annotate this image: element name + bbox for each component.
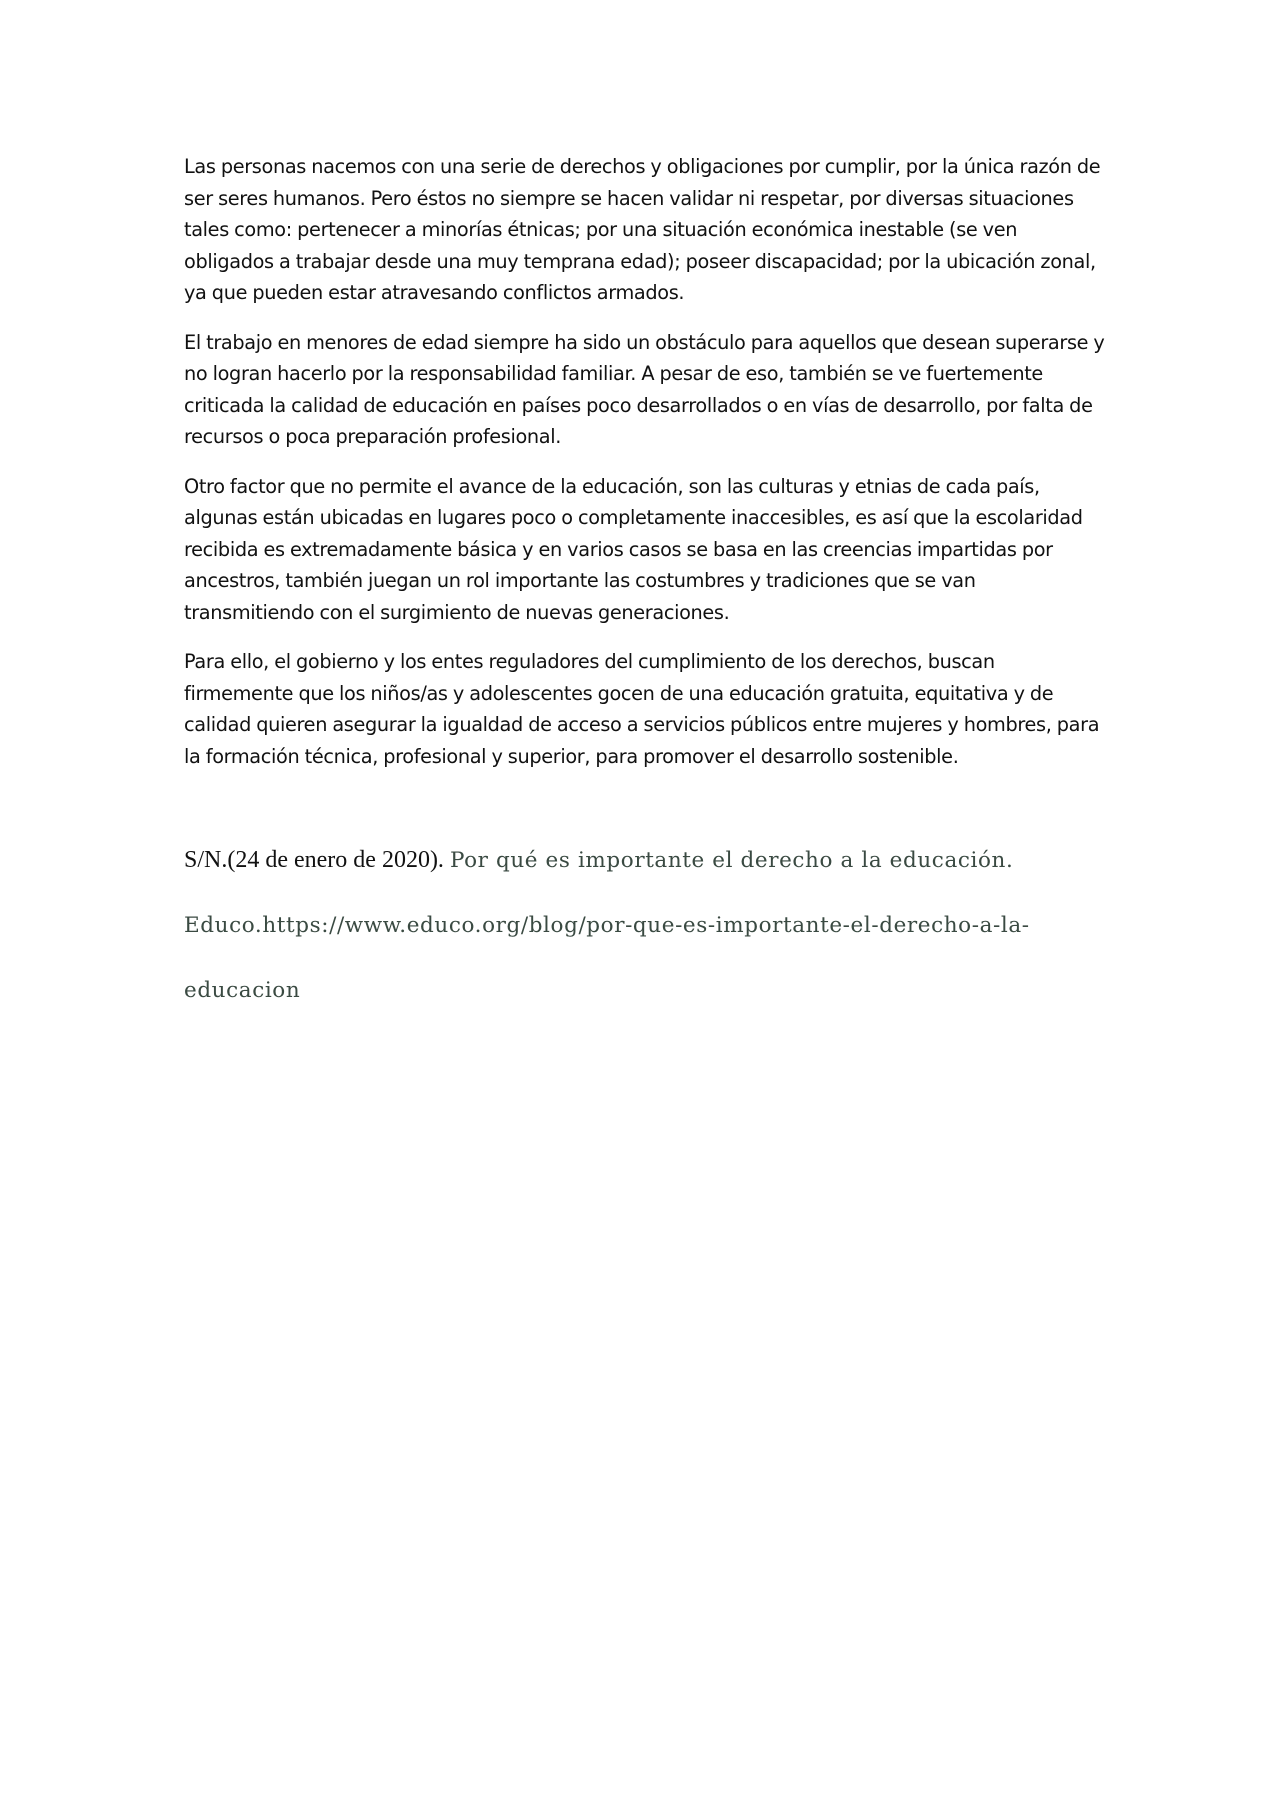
reference-title: Por qué es importante el derecho a la educación. <box>449 848 1014 873</box>
paragraph-1: Las personas nacemos con una serie de derechos y obligaciones por cumplir, por la única razón de ser seres humanos. Pero éstos no siempre se hacen validar ni respetar, por diversas situaciones tales como: pertenecer a minorías étnicas; por una situación económica inestable (se ven obligados a trabajar desde una muy temprana edad); poseer discapacidad; por la ubicación zonal, ya que pueden estar atravesando conflictos armados. <box>184 155 1101 304</box>
reference-line-1 <box>184 828 1109 893</box>
reference-source-url: Educo.https://www.educo.org/blog/por-que-es-importante-el-derecho-a-la- <box>184 913 1030 938</box>
paragraph-4: Para ello, el gobierno y los entes reguladores del cumplimiento de los derechos, buscan firmemente que los niños/as y adolescentes gocen de una educación gratuita, equitativa y de calidad quieren asegurar la igualdad de acceso a servicios públicos entre mujeres y hombres, para la formación técnica, profesional y superior, para promover el desarrollo sostenible. <box>184 650 1100 768</box>
reference-citation <box>184 828 1109 1023</box>
document-body <box>184 151 1109 790</box>
reference-author-date: S/N.(24 de enero de 2020). <box>184 847 444 873</box>
paragraph-2: El trabajo en menores de edad siempre ha sido un obstáculo para aquellos que desean superarse y no logran hacerlo por la responsabilidad familiar. A pesar de eso, también se ve fuertemente criticada la calidad de educación en países poco desarrollados o en vías de desarrollo, por falta de recursos o poca preparación profesional. <box>184 330 1105 448</box>
reference-source-url-continued: educacion <box>184 978 301 1003</box>
paragraph-3: Otro factor que no permite el avance de la educación, son las culturas y etnias de cada país, algunas están ubicadas en lugares poco o completamente inaccesibles, es así que la escolaridad recibida es extremadamente básica y en varios casos se basa en las creencias impartidas por ancestros, también juegan un rol importante las costumbres y tradiciones que se van transmitiendo con el surgimiento de nuevas generaciones. <box>184 474 1083 624</box>
